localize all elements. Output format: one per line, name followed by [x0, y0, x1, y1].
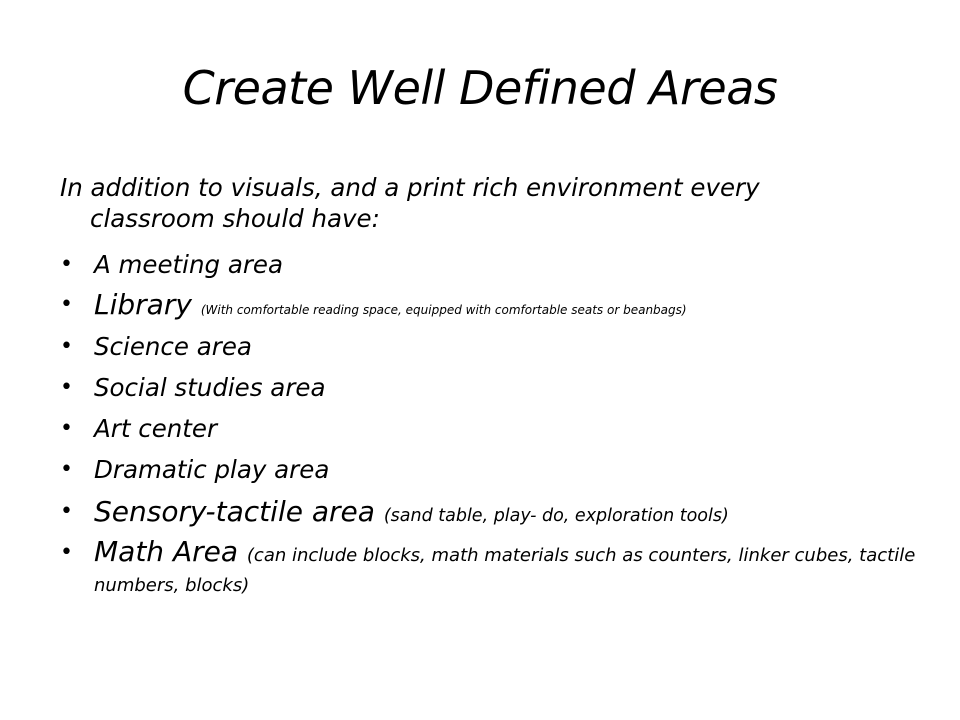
list-item-label: [94, 332, 252, 362]
list-item-label: [94, 414, 217, 444]
bullet-icon: •: [60, 540, 73, 565]
item-main-text: Social studies area: [94, 373, 326, 402]
bullet-icon: •: [60, 457, 73, 482]
list-item-label: [94, 535, 920, 599]
item-note-text: (With comfortable reading space, equipped with comfortable seats or beanbags): [200, 303, 687, 317]
intro-line-1: In addition to visuals, and a print rich environment every: [60, 173, 760, 202]
bullet-icon: •: [60, 375, 73, 400]
item-main-text: Sensory-tactile area: [94, 495, 384, 528]
list-item-label: [94, 373, 325, 403]
bullet-icon: •: [60, 416, 73, 441]
list-item-label: [94, 455, 329, 485]
item-main-text: Science area: [94, 332, 252, 361]
item-main-text: A meeting area: [94, 250, 284, 279]
item-note-text: (can include blocks, math materials such as counters, linker cubes, tactile numbers, blocks): [94, 545, 916, 596]
item-main-text: Dramatic play area: [94, 455, 330, 484]
bullet-icon: •: [60, 252, 73, 277]
list-item-label: [94, 290, 687, 325]
intro-text: [60, 172, 920, 234]
item-main-text: Library: [94, 288, 201, 321]
list-item-label: [94, 497, 729, 531]
bullet-icon: •: [60, 334, 73, 359]
item-main-text: Art center: [94, 414, 218, 443]
intro-line-2: classroom should have:: [90, 204, 380, 233]
slide-title: Create Well Defined Areas: [182, 61, 778, 115]
bullet-icon: •: [60, 499, 73, 524]
bullet-icon: •: [60, 292, 73, 317]
list-item-label: [94, 250, 283, 280]
item-main-text: Math Area: [94, 535, 247, 568]
item-note-text: (sand table, play- do, exploration tools): [383, 506, 729, 526]
